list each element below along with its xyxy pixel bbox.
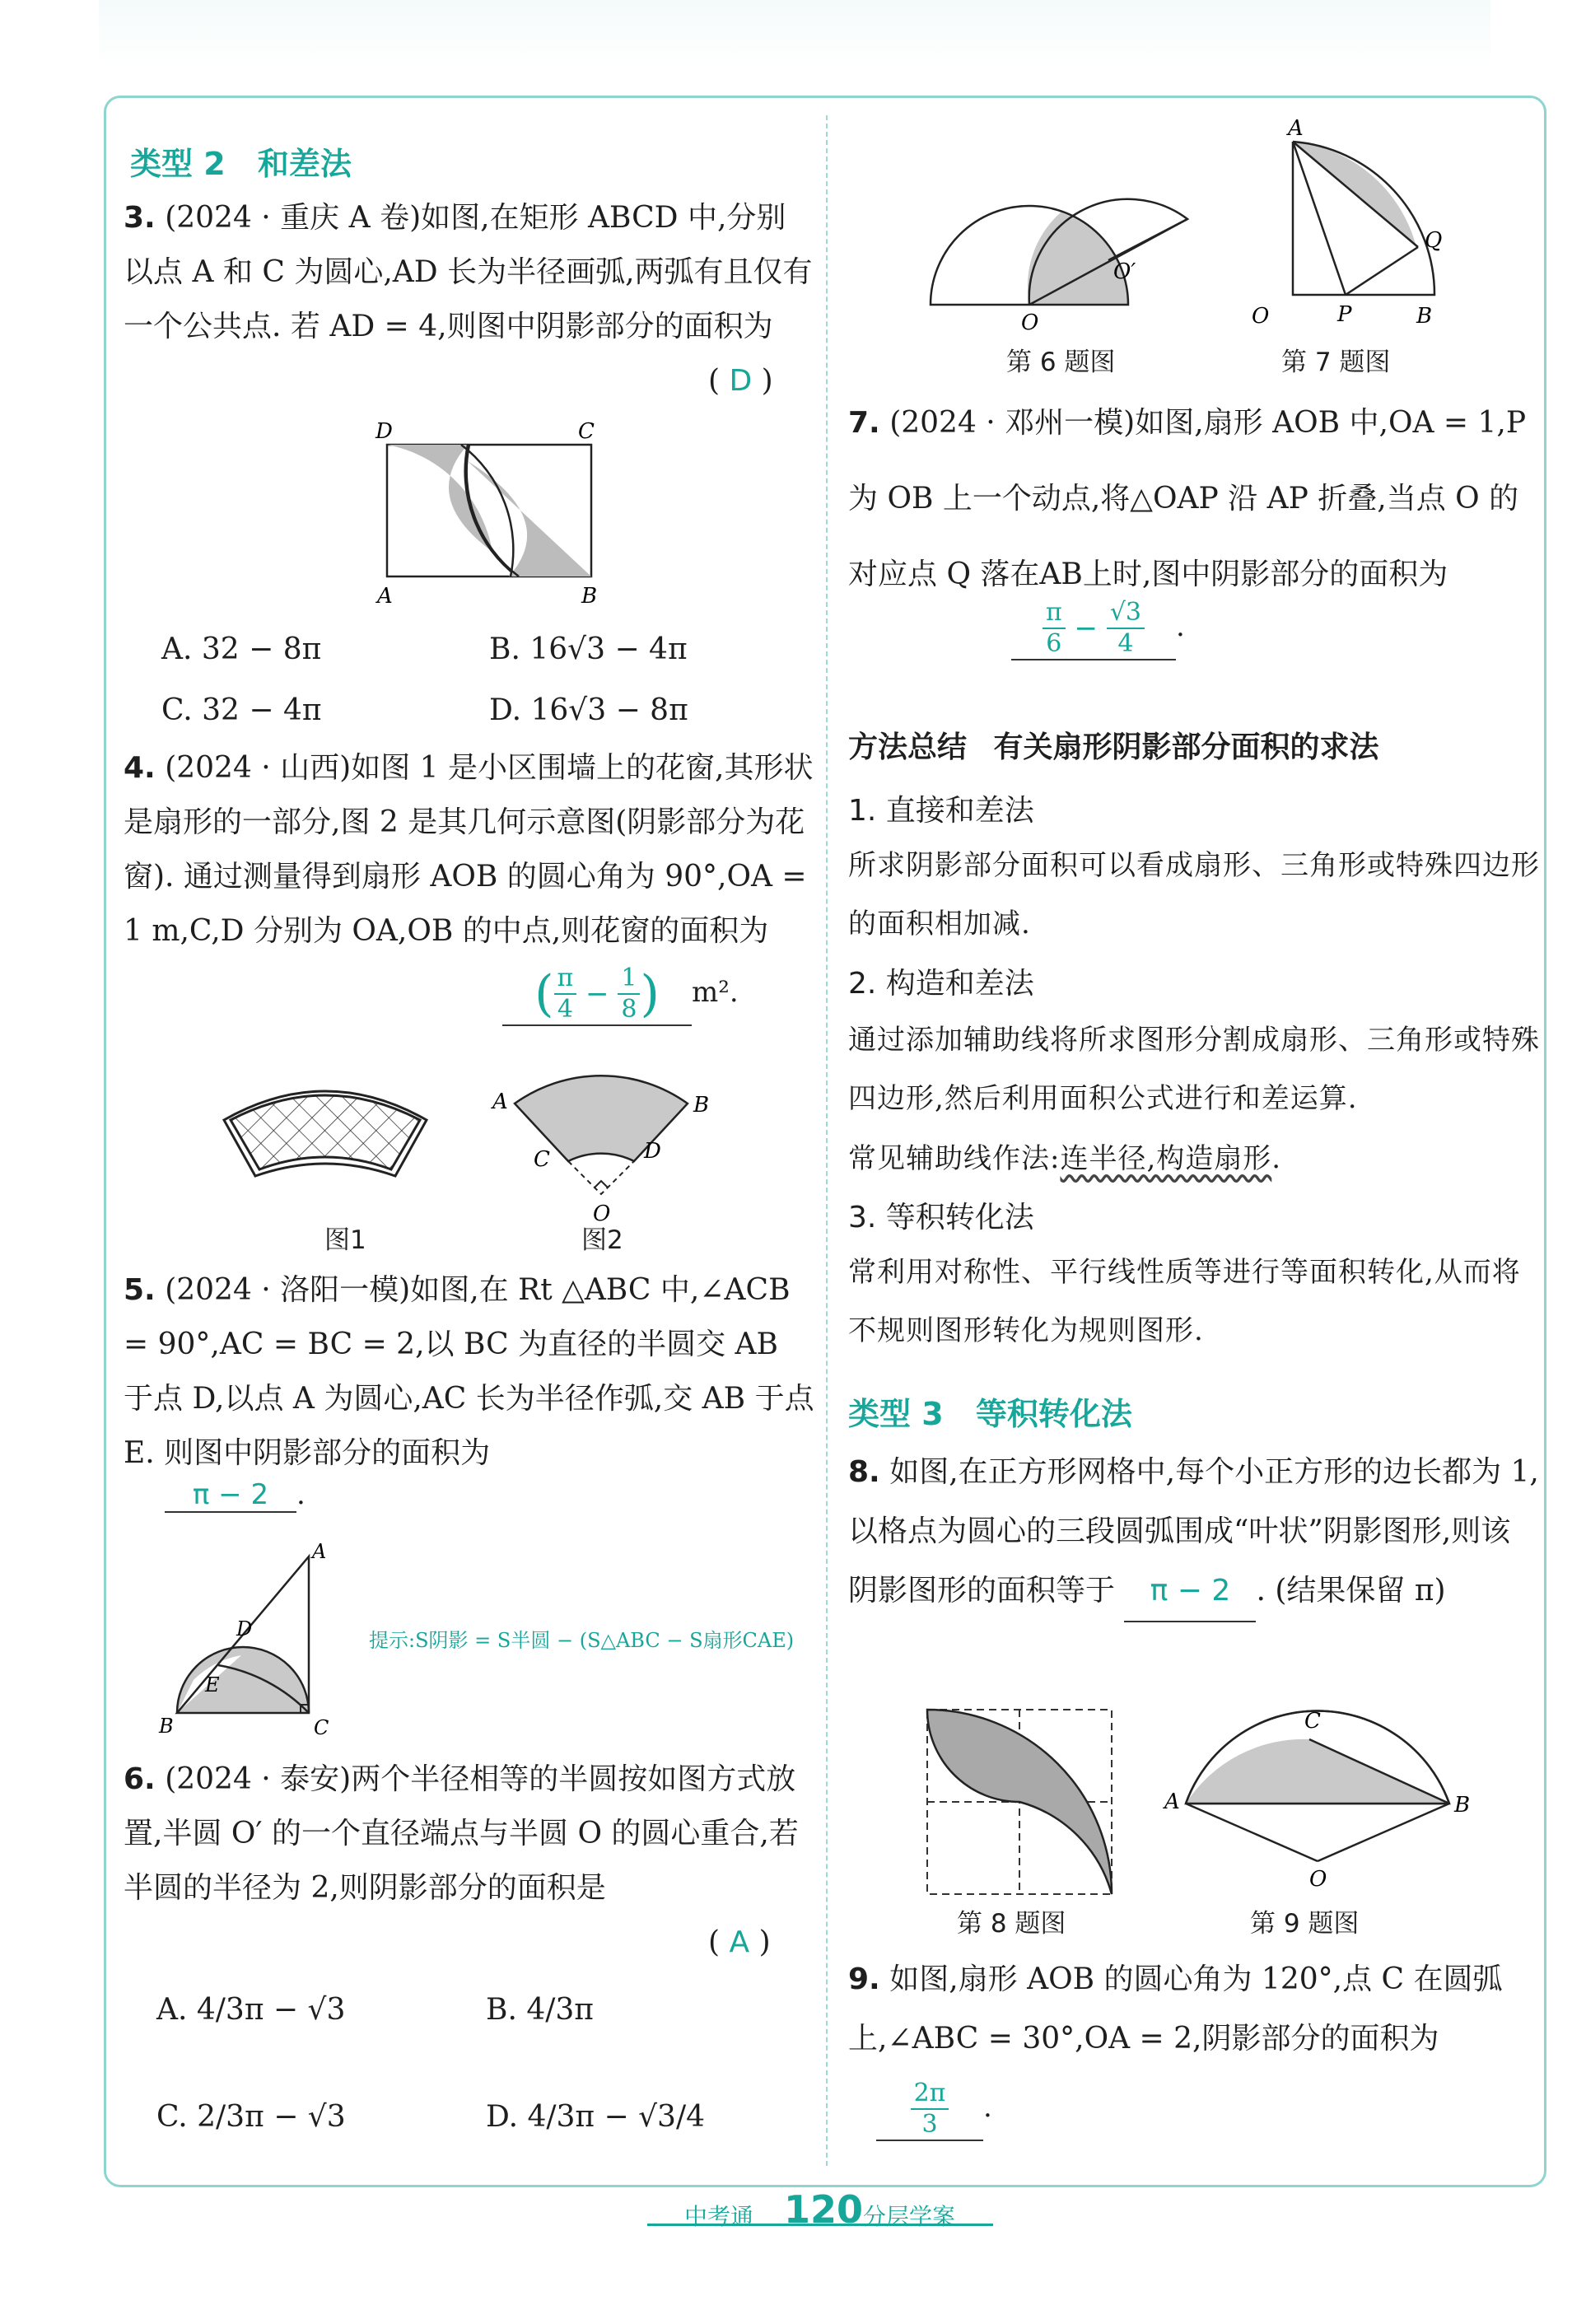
q6-option-a[interactable]: A. 4/3π − √3 <box>156 1993 346 2027</box>
fig9-label-A: A <box>1164 1790 1180 1814</box>
q3-option-d[interactable]: D. 16√3 − 8π <box>489 693 688 727</box>
fig7-label-O: O <box>1252 304 1270 329</box>
question-5-answer: π − 2 . <box>165 1478 306 1513</box>
column-divider <box>826 115 828 2166</box>
question-7 <box>848 385 1540 613</box>
q6-option-b[interactable]: B. 4/3π <box>486 1993 594 2027</box>
question-8 <box>848 1443 1540 1622</box>
method-tag: 方法总结 <box>848 730 968 764</box>
q7-ans-b: 6 <box>1046 629 1062 658</box>
method-s2-body: 通过添加辅助线将所求图形分割成扇形、三角形或特殊四边形,然后利用面积公式进行和差运算. <box>848 1024 1540 1115</box>
q5-label-C: C <box>314 1716 329 1739</box>
question-9-number: 9. <box>848 1962 880 1996</box>
question-5-number: 5. <box>124 1273 156 1307</box>
q3-option-b[interactable]: B. 16√3 − 4π <box>489 632 688 666</box>
figure-q9 <box>1164 1696 1471 1894</box>
question-6-number: 6. <box>124 1762 156 1796</box>
figure-q6 <box>931 173 1194 338</box>
q5-hint: 提示:S阴影 = S半圆 − (S△ABC − S扇形CAE) <box>369 1629 795 1652</box>
footer-series: 分层学案 <box>863 2203 956 2230</box>
method-s3-body: 常利用对称性、平行线性质等进行等面积转化,从而将不规则图形转化为规则图形. <box>848 1256 1521 1347</box>
question-3-text: (2024 · 重庆 A 卷)如图,在矩形 ABCD 中,分别以点 A 和 C 为圆心,AD 长为半径画弧,两弧有且仅有一个公共点. 若 AD = 4,则图中阴影部分的面积为 <box>124 201 813 343</box>
question-7-answer: $\frac{\pi}{6}$ − $\frac{√3}{4}$ . <box>1011 598 1185 660</box>
fig7-label-B: B <box>1416 304 1433 329</box>
q5-answer: π − 2 <box>192 1478 269 1511</box>
q4-ans-den2: 8 <box>621 995 637 1024</box>
method-s3-title: 3. 等积转化法 <box>848 1201 1034 1234</box>
fig9-label-C: C <box>1304 1709 1321 1734</box>
figure-q3 <box>371 420 618 609</box>
method-s1-body: 所求阴影部分面积可以看成扇形、三角形或特殊四边形的面积相加减. <box>848 849 1540 940</box>
q4-unit: m². <box>692 976 739 1009</box>
figure-q4-window <box>222 1079 428 1202</box>
question-6 <box>124 1752 815 1916</box>
q9-answer-blank <box>876 2079 983 2141</box>
fig8-caption: 第 8 题图 <box>957 1909 1066 1939</box>
figure-q5 <box>152 1540 350 1738</box>
question-9-answer: $\frac{2\pi}{3}$ . <box>876 2079 992 2141</box>
q4-fig1-caption: 图1 <box>324 1225 366 1255</box>
footer-brand: 中考通 <box>684 2203 754 2230</box>
fig7-label-A: A <box>1288 116 1304 141</box>
q3-option-c[interactable]: C. 32 − 4π <box>161 693 322 727</box>
question-4-text: (2024 · 山西)如图 1 是小区围墙上的花窗,其形状是扇形的一部分,图 2 是其几何示意图(阴影部分为花窗). 通过测量得到扇形 AOB 的圆心角为 90°,OA = 1 m,C,D 分别为 OA,OB 的中点,则花窗的面积为 <box>124 751 814 948</box>
q8-answer: π − 2 <box>1150 1574 1231 1608</box>
q7-ans-a: π <box>1043 598 1066 629</box>
q4-label-A: A <box>492 1090 508 1114</box>
question-3-answer-bracket: ( D ) <box>708 364 773 398</box>
q9-ans-num: 2π <box>911 2079 949 2110</box>
question-5 <box>124 1263 815 1481</box>
fig6-caption: 第 6 题图 <box>1006 348 1116 377</box>
question-6-answer: A <box>729 1925 750 1959</box>
q3-label-D: D <box>376 419 393 444</box>
type2-title: 和差法 <box>257 146 352 182</box>
q4-label-O: O <box>593 1202 611 1226</box>
q5-answer-blank <box>165 1478 296 1513</box>
q4-ans-den1: 4 <box>557 995 573 1024</box>
q4-ans-num2: 1 <box>618 964 640 995</box>
fig9-caption: 第 9 题图 <box>1250 1909 1360 1939</box>
q5-label-A: A <box>312 1540 327 1563</box>
method-s2-title: 2. 构造和差法 <box>848 967 1034 1001</box>
question-6-text: (2024 · 泰安)两个半径相等的半圆按如图方式放置,半圆 O′ 的一个直径端点与半圆 O 的圆心重合,若半圆的半径为 2,则阴影部分的面积是 <box>124 1762 799 1905</box>
fig7-label-Q: Q <box>1425 228 1443 253</box>
q3-label-C: C <box>578 419 595 444</box>
figure-q7 <box>1243 115 1458 338</box>
q7-ans-d: 4 <box>1117 629 1134 658</box>
figure-q8 <box>921 1703 1118 1901</box>
top-band <box>99 0 1490 66</box>
question-9-text: 如图,扇形 AOB 的圆心角为 120°,点 C 在圆弧上,∠ABC = 30°,OA = 2,阴影部分的面积为 <box>848 1962 1503 2056</box>
fig7-caption: 第 7 题图 <box>1281 348 1391 377</box>
q8-answer-blank <box>1124 1561 1256 1622</box>
fig9-label-O: O <box>1309 1867 1327 1892</box>
method-s2-line: 常见辅助线作法:连半径,构造扇形. <box>848 1142 1282 1175</box>
method-s1-title: 1. 直接和差法 <box>848 794 1034 828</box>
question-4-number: 4. <box>124 751 156 785</box>
type2-heading <box>130 138 352 184</box>
figure-q4-diagram <box>486 1062 725 1227</box>
method-title: 有关扇形阴影部分面积的求法 <box>993 730 1379 764</box>
type3-title: 等积转化法 <box>975 1396 1132 1432</box>
q4-label-D: D <box>644 1139 661 1164</box>
q3-option-a[interactable]: A. 32 − 8π <box>161 632 322 666</box>
question-9 <box>848 1950 1540 2069</box>
type3-label: 类型 3 <box>848 1396 944 1432</box>
question-6-answer-bracket: ( A ) <box>708 1925 771 1959</box>
q4-ans-num1: π <box>554 964 577 995</box>
type3-heading <box>848 1388 1132 1434</box>
q5-label-B: B <box>159 1715 174 1738</box>
q6-option-c[interactable]: C. 2/3π − √3 <box>156 2100 346 2134</box>
q8-tail: . (结果保留 π) <box>1256 1574 1446 1608</box>
question-4 <box>124 741 815 959</box>
q7-answer-blank: $\frac{\pi}{6}$ − $\frac{√3}{4}$ <box>1011 598 1176 660</box>
question-7-number: 7. <box>848 406 880 440</box>
method-s2-wavy: 连半径,构造扇形 <box>1060 1142 1272 1175</box>
fig6-label-O: O <box>1021 310 1039 335</box>
q4-label-C: C <box>534 1147 550 1172</box>
method-s2-line-label: 常见辅助线作法: <box>848 1142 1061 1175</box>
q3-label-A: A <box>377 584 393 609</box>
q7-ans-c: √3 <box>1107 598 1145 629</box>
question-3 <box>124 191 815 354</box>
q9-ans-den: 3 <box>921 2110 938 2139</box>
q5-label-E: E <box>205 1673 220 1696</box>
question-3-answer: D <box>729 364 753 398</box>
q3-label-B: B <box>581 584 598 609</box>
question-4-answer <box>502 964 739 1026</box>
q4-label-B: B <box>693 1093 710 1118</box>
question-3-number: 3. <box>124 201 156 235</box>
q4-answer-blank: ( $\frac{\pi}{4}$ − $\frac{1}{8}$ ) <box>502 964 692 1026</box>
q4-fig2-caption: 图2 <box>581 1225 623 1255</box>
fig6-label-Oprime: O′ <box>1113 259 1136 284</box>
q6-option-d[interactable]: D. 4/3π − √3/4 <box>486 2100 705 2134</box>
fig9-label-B: B <box>1454 1793 1471 1818</box>
question-7-text: (2024 · 邓州一模)如图,扇形 AOB 中,OA = 1,P 为 OB 上一个动点,将△OAP 沿 AP 折叠,当点 O 的对应点 Q 落在AB上时,图中阴影部分的面积为 <box>848 406 1527 591</box>
q5-label-D: D <box>236 1617 253 1640</box>
question-8-number: 8. <box>848 1455 880 1489</box>
question-8-text: 如图,在正方形网格中,每个小正方形的边长都为 1,以格点为圆心的三段圆弧围成“叶状”阴影图形,则该阴影图形的面积等于 <box>848 1455 1539 1608</box>
page-number: 120 <box>784 2187 864 2232</box>
type2-label: 类型 2 <box>130 146 226 182</box>
fig7-label-P: P <box>1337 302 1352 327</box>
method-heading <box>848 718 1379 777</box>
page-footer <box>647 2182 993 2232</box>
question-5-text: (2024 · 洛阳一模)如图,在 Rt △ABC 中,∠ACB = 90°,AC = BC = 2,以 BC 为直径的半圆交 AB 于点 D,以点 A 为圆心,AC 长为半径作弧,交 AB 于点 E. 则图中阴影部分的面积为 <box>124 1273 814 1470</box>
